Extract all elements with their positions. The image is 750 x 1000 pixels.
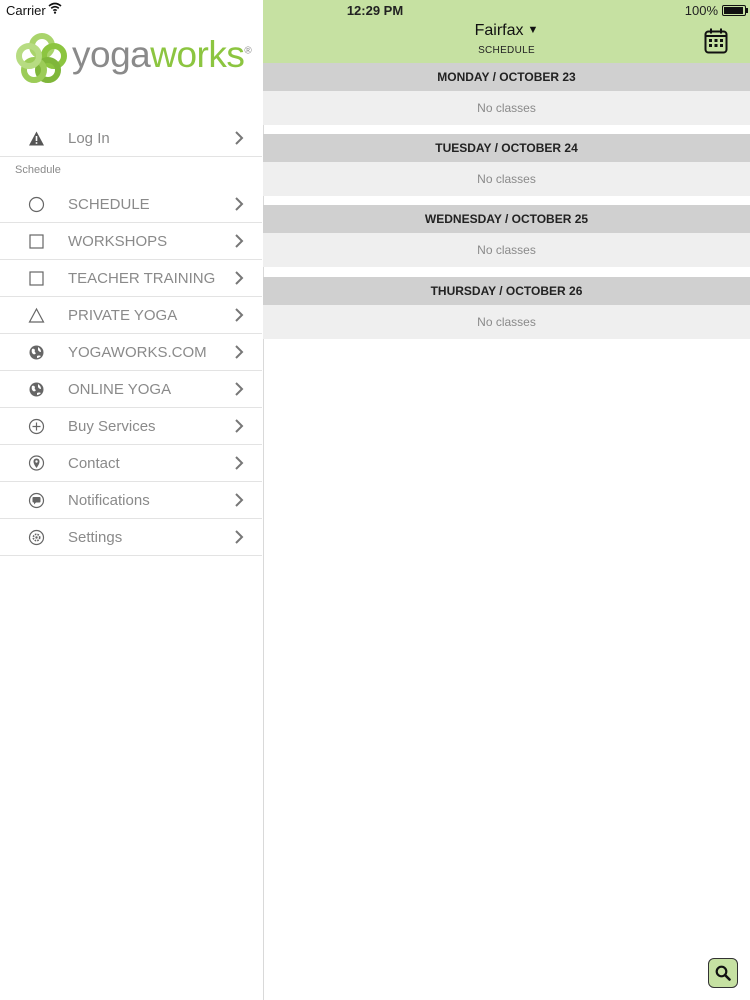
sidebar-item-contact[interactable] (0, 445, 262, 482)
location-name: Fairfax (474, 22, 524, 39)
location-selector[interactable] (263, 22, 750, 40)
sidebar-item-buy-services[interactable] (0, 408, 262, 445)
sidebar-item-label: Log In (68, 130, 110, 147)
sidebar-item-label: TEACHER TRAINING (68, 270, 216, 287)
sidebar-item-login[interactable] (0, 120, 262, 157)
sidebar-item-label: SCHEDULE (68, 196, 150, 213)
calendar-icon[interactable] (704, 28, 728, 54)
battery-percent: 100% (684, 3, 718, 18)
globe-icon (28, 344, 45, 361)
chevron-right-icon (234, 530, 244, 544)
yogaworks-logo (16, 30, 252, 86)
sidebar-item-label: ONLINE YOGA (68, 381, 172, 398)
warning-icon (28, 130, 45, 147)
status-bar (0, 0, 750, 20)
chevron-right-icon (234, 382, 244, 396)
search-button[interactable] (708, 958, 738, 988)
square-icon (28, 270, 45, 287)
section-label-schedule: Schedule (15, 164, 61, 176)
sidebar-item-yogaworks-com[interactable] (0, 334, 262, 371)
sidebar-item-label: PRIVATE YOGA (68, 307, 178, 324)
location-pin-icon (28, 455, 45, 472)
chevron-right-icon (234, 419, 244, 433)
day-empty-message: No classes (263, 162, 750, 196)
chevron-right-icon (234, 197, 244, 211)
sidebar-item-label: Settings (68, 529, 123, 546)
carrier-label: Carrier (6, 3, 46, 18)
day-section (263, 277, 750, 339)
sidebar (0, 0, 264, 1000)
sidebar-item-notifications[interactable] (0, 482, 262, 519)
sidebar-item-schedule[interactable] (0, 186, 262, 223)
gear-icon (28, 529, 45, 546)
day-empty-message: No classes (263, 233, 750, 267)
chat-icon (28, 492, 45, 509)
chevron-right-icon (234, 493, 244, 507)
day-section (263, 134, 750, 196)
logo-wordmark: yogaworks® (72, 34, 252, 75)
day-header: WEDNESDAY / OCTOBER 25 (263, 205, 750, 233)
sidebar-item-label: Notifications (68, 492, 150, 509)
caret-down-icon: ▼ (527, 24, 539, 36)
sidebar-item-settings[interactable] (0, 519, 262, 556)
day-header: TUESDAY / OCTOBER 24 (263, 134, 750, 162)
flower-logo-icon (16, 32, 68, 84)
clock: 12:29 PM (346, 3, 404, 18)
chevron-right-icon (234, 308, 244, 322)
day-header: THURSDAY / OCTOBER 26 (263, 277, 750, 305)
day-empty-message: No classes (263, 91, 750, 125)
sidebar-item-label: YOGAWORKS.COM (68, 344, 207, 361)
day-section (263, 205, 750, 267)
header-subtitle: SCHEDULE (478, 45, 535, 56)
sidebar-item-private-yoga[interactable] (0, 297, 262, 334)
sidebar-item-label: Buy Services (68, 418, 156, 435)
sidebar-item-online-yoga[interactable] (0, 371, 262, 408)
triangle-icon (28, 307, 45, 324)
sidebar-item-workshops[interactable] (0, 223, 262, 260)
search-icon (715, 965, 731, 981)
chevron-right-icon (234, 456, 244, 470)
chevron-right-icon (234, 234, 244, 248)
globe-icon (28, 381, 45, 398)
day-empty-message: No classes (263, 305, 750, 339)
day-section (263, 63, 750, 125)
battery-icon (722, 5, 746, 16)
sidebar-item-teacher-training[interactable] (0, 260, 262, 297)
chevron-right-icon (234, 271, 244, 285)
sidebar-item-label: Contact (68, 455, 120, 472)
circle-icon (28, 196, 45, 213)
square-icon (28, 233, 45, 250)
plus-circle-icon (28, 418, 45, 435)
sidebar-item-label: WORKSHOPS (68, 233, 168, 250)
chevron-right-icon (234, 345, 244, 359)
day-header: MONDAY / OCTOBER 23 (263, 63, 750, 91)
chevron-right-icon (234, 131, 244, 145)
